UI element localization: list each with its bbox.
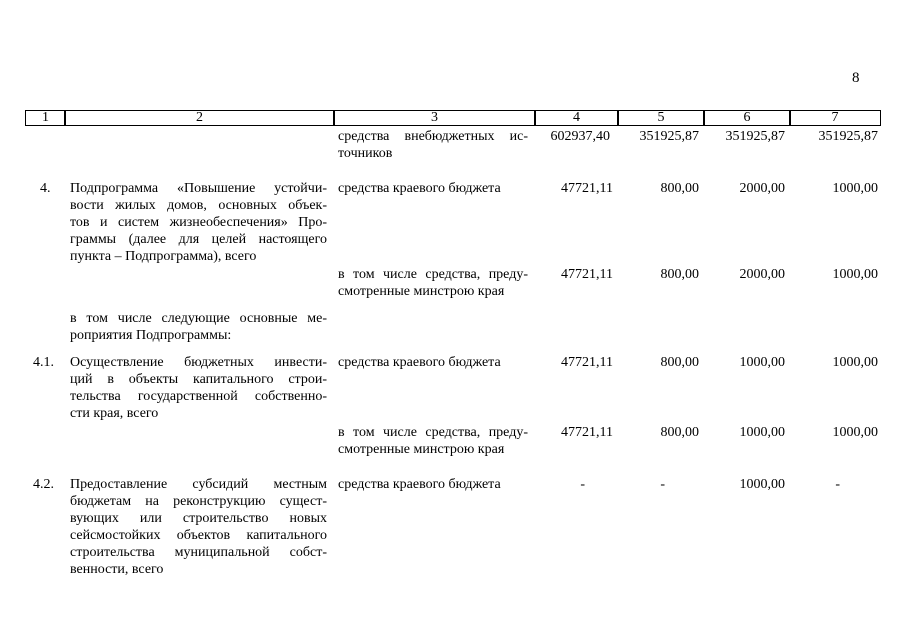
table-row-5-col6: 1000,00 [739, 425, 785, 440]
table-row-5-source [338, 424, 528, 458]
description-line: тельства государственной собственно- [70, 389, 327, 404]
table-row-5-col4: 47721,11 [561, 425, 613, 440]
table-row-4-col7: 1000,00 [832, 355, 878, 370]
table-row-1-col7: 1000,00 [832, 181, 878, 196]
table-row-6-source [338, 476, 528, 493]
table-row-4-col6: 1000,00 [739, 355, 785, 370]
table-row-2-col5: 800,00 [660, 267, 699, 282]
description-line: сейсмостойких объектов капитального [70, 528, 327, 543]
header-col-4: 4 [534, 110, 619, 126]
header-col-3: 3 [333, 110, 536, 126]
description-line: сти края, всего [70, 406, 159, 421]
table-row-6-col4: - [580, 477, 585, 492]
table-row-2-col4: 47721,11 [561, 267, 613, 282]
table-row-6-col7: - [835, 477, 840, 492]
table-row-4-col4: 47721,11 [561, 355, 613, 370]
table-row-0-col7: 351925,87 [818, 129, 878, 144]
table-row-1-col5: 800,00 [660, 181, 699, 196]
table-row-4-source [338, 354, 528, 371]
table-row-4-col5: 800,00 [660, 355, 699, 370]
table-header [25, 110, 880, 126]
header-col-2: 2 [64, 110, 335, 126]
description-line: роприятия Подпрограммы: [70, 328, 232, 343]
source-line: точников [338, 146, 393, 161]
description-line: вости жилых домов, основных объек- [70, 198, 327, 213]
description-line: ций в объекты капитального строи- [70, 372, 327, 387]
description-line: венности, всего [70, 562, 164, 577]
table-row-2-col7: 1000,00 [832, 267, 878, 282]
header-col-1: 1 [25, 110, 66, 126]
source-line: средства внебюджетных ис- [338, 129, 528, 144]
table-row-2-col6: 2000,00 [739, 267, 785, 282]
table-row-0-col5: 351925,87 [639, 129, 699, 144]
table-row-0-col6: 351925,87 [725, 129, 785, 144]
source-line: средства краевого бюджета [338, 355, 501, 370]
description-line: бюджетам на реконструкцию сущест- [70, 494, 327, 509]
source-line: в том числе средства, преду- [338, 425, 528, 440]
table-row-6-col6: 1000,00 [739, 477, 785, 492]
table-row-0-col4: 602937,40 [550, 129, 610, 144]
description-line: Предоставление субсидий местным [70, 477, 327, 492]
header-col-6: 6 [703, 110, 791, 126]
table-row-4-number: 4.1. [33, 355, 54, 370]
table-row-5-col5: 800,00 [660, 425, 699, 440]
description-line: Подпрограмма «Повышение устойчи- [70, 181, 327, 196]
table-row-1-description [70, 180, 327, 265]
table-row-6-col5: - [660, 477, 665, 492]
description-line: вующих или строительство новых [70, 511, 327, 526]
table-row-5-col7: 1000,00 [832, 425, 878, 440]
source-line: в том числе средства, преду- [338, 267, 528, 282]
header-col-5: 5 [617, 110, 705, 126]
description-line: граммы (далее для целей настоящего [70, 232, 327, 247]
table-row-6-number: 4.2. [33, 477, 54, 492]
source-line: средства краевого бюджета [338, 477, 501, 492]
description-line: строительства муниципальной собст- [70, 545, 327, 560]
source-line: смотренные минстрою края [338, 442, 505, 457]
table-row-1-number: 4. [40, 181, 51, 196]
description-line: в том числе следующие основные ме- [70, 311, 327, 326]
table-row-2-source [338, 266, 528, 300]
header-col-7: 7 [789, 110, 881, 126]
source-line: средства краевого бюджета [338, 181, 501, 196]
table-row-1-col6: 2000,00 [739, 181, 785, 196]
table-row-6-description [70, 476, 327, 578]
table-row-3-description [70, 310, 327, 344]
table-row-4-description [70, 354, 327, 422]
page-number: 8 [852, 70, 860, 86]
description-line: тов и систем жизнеобеспечения» Про- [70, 215, 327, 230]
source-line: смотренные минстрою края [338, 284, 505, 299]
table-row-1-source [338, 180, 528, 197]
table-row-1-col4: 47721,11 [561, 181, 613, 196]
description-line: пункта – Подпрограмма), всего [70, 249, 257, 264]
table-row-0-source [338, 128, 528, 162]
description-line: Осуществление бюджетных инвести- [70, 355, 327, 370]
